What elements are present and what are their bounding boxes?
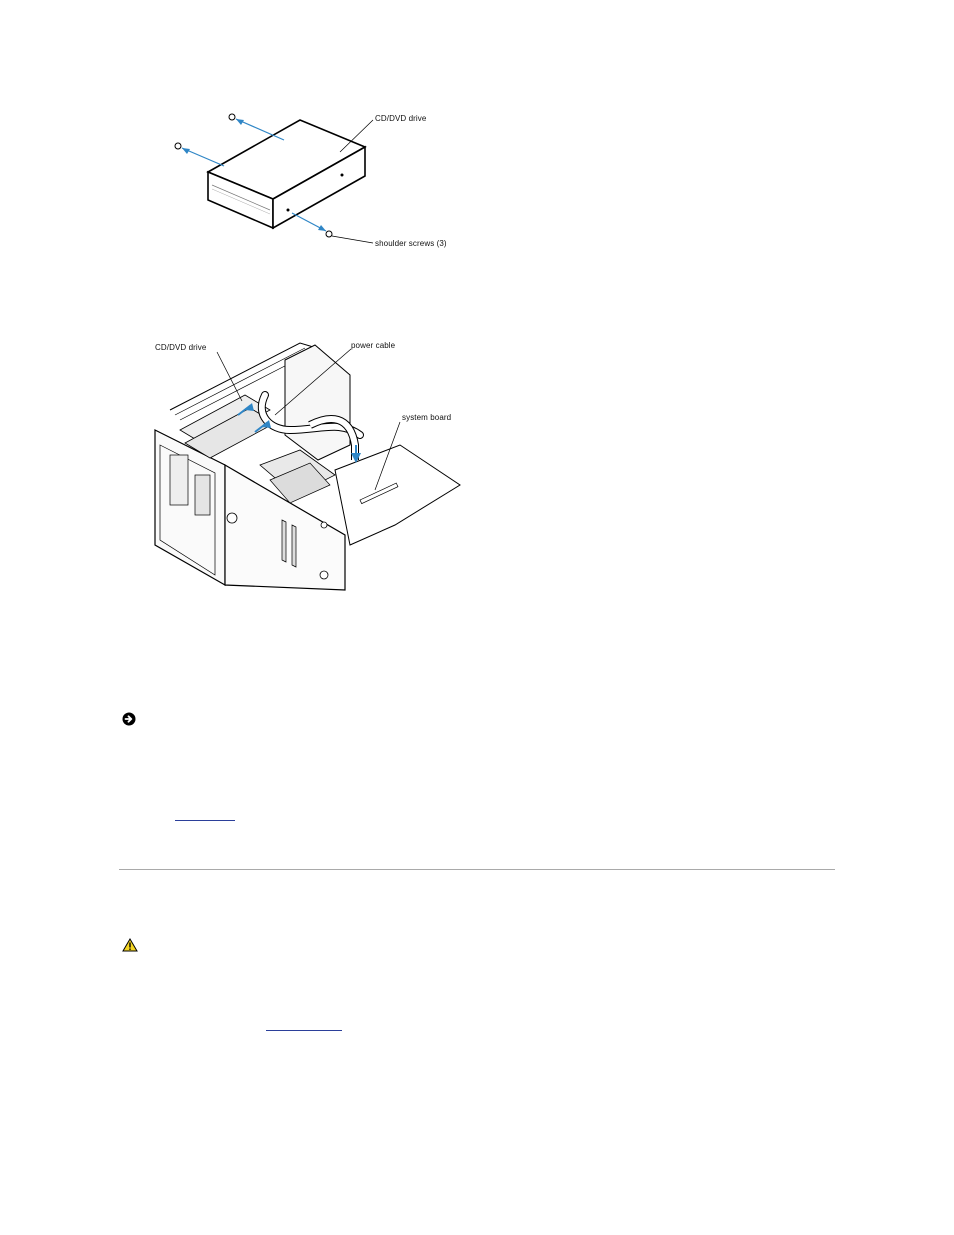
cross-reference-link[interactable]	[175, 820, 235, 821]
figure-chassis-cables	[150, 335, 470, 595]
caution-icon	[122, 938, 138, 952]
chassis-cables-illustration	[150, 335, 470, 595]
figure-drive-screws	[160, 100, 460, 260]
callout-shoulder-screws: shoulder screws (3)	[375, 239, 447, 248]
drive-screws-illustration	[160, 100, 460, 260]
section-divider	[119, 869, 835, 870]
callout-power-cable: power cable	[351, 341, 396, 350]
callout-system-board: system board	[402, 413, 452, 422]
cross-reference-link-2[interactable]	[266, 1030, 342, 1031]
callout-cd-dvd-drive-2: CD/DVD drive	[155, 343, 207, 352]
notice-icon	[122, 712, 136, 726]
callout-cd-dvd-drive: CD/DVD drive	[375, 114, 427, 123]
